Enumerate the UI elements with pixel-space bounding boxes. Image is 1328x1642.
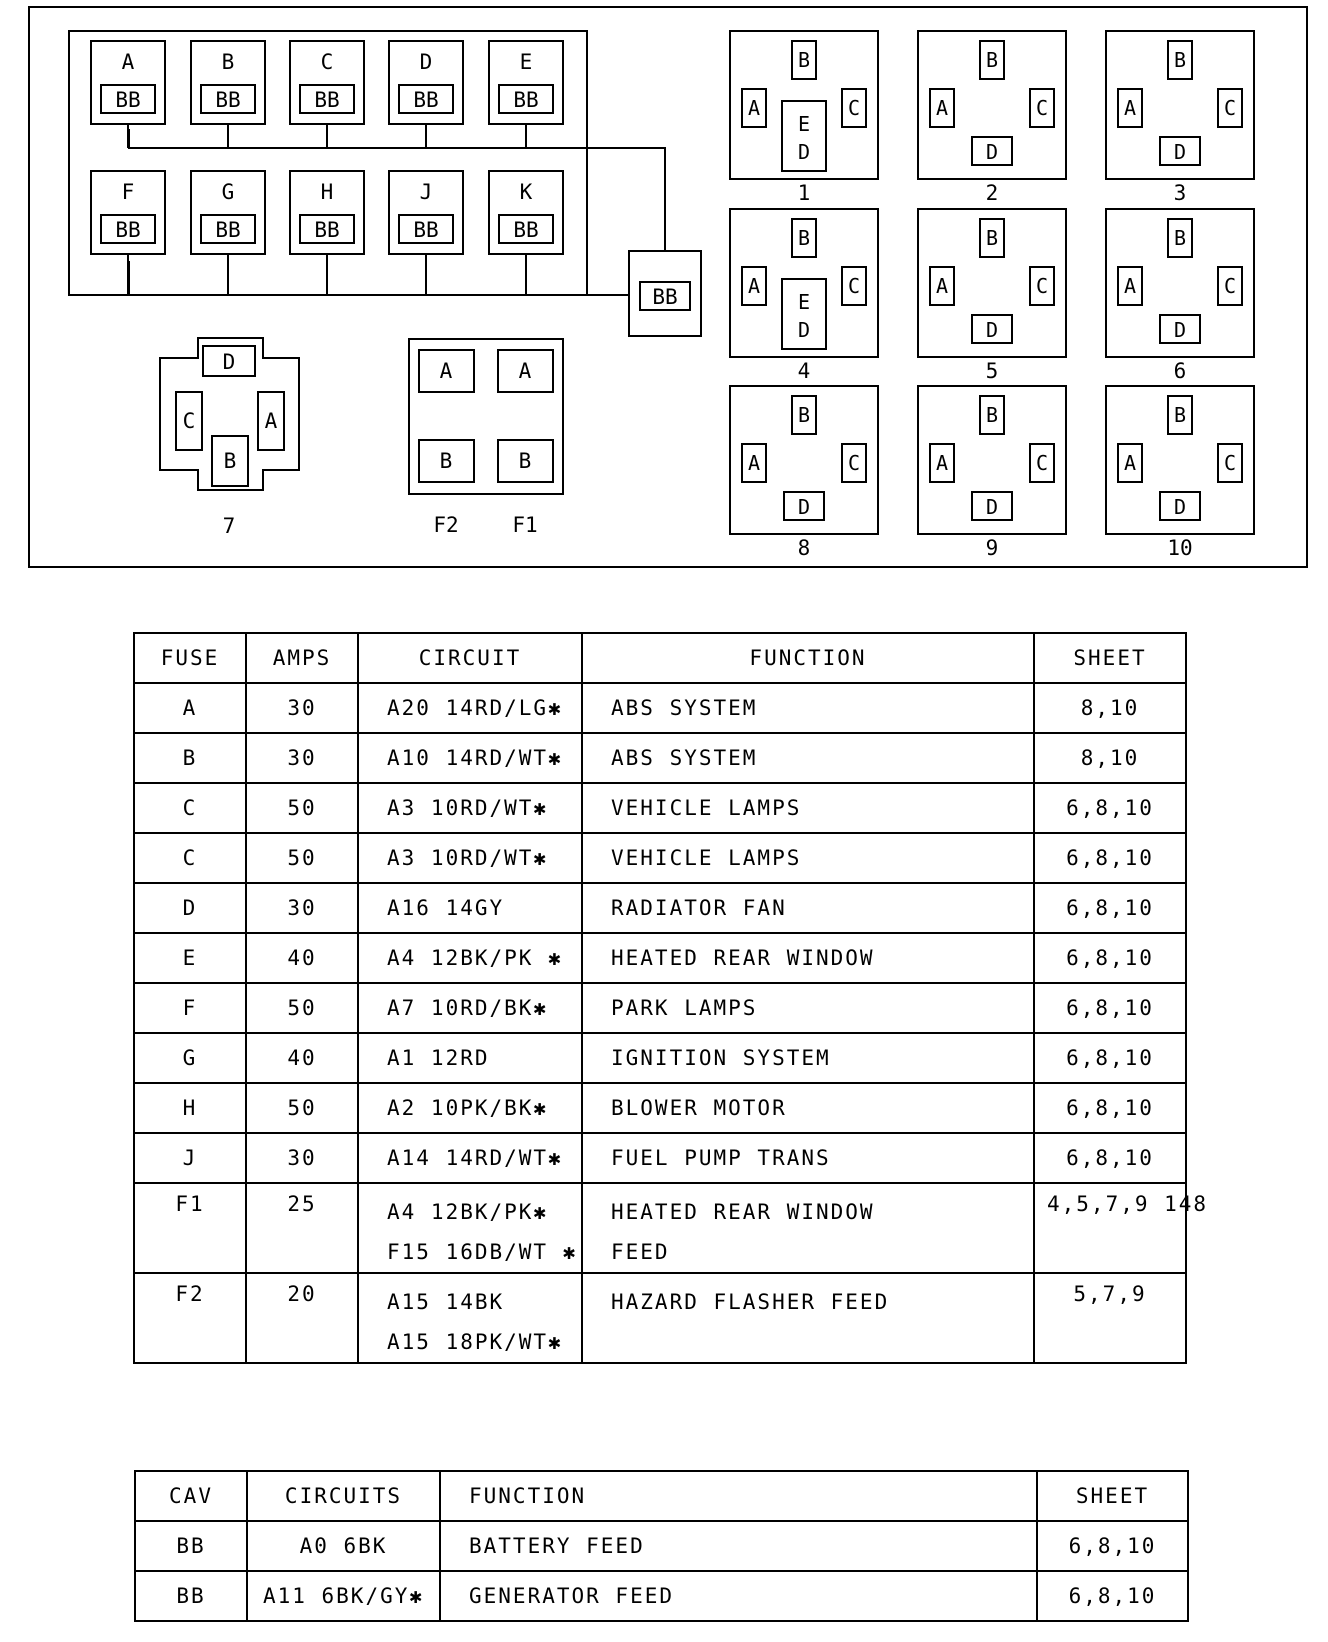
cav-cell: BB <box>135 1571 247 1621</box>
fuse-cavity-label: BB <box>314 218 340 242</box>
circuit-line: A4 12BK/PK✱ <box>387 1200 549 1224</box>
amps-cell: 30 <box>246 1133 358 1183</box>
fuse-cavity-label: BB <box>115 88 141 112</box>
amps-cell: 30 <box>246 883 358 933</box>
function-line: IGNITION SYSTEM <box>611 1046 831 1070</box>
header-cav: CAV <box>135 1471 247 1521</box>
relay-diagram <box>918 386 1066 560</box>
function-line: VEHICLE LAMPS <box>611 796 802 820</box>
table-row <box>134 1033 1186 1083</box>
function-line: ABS SYSTEM <box>611 746 758 770</box>
relay-pin-e: E <box>797 290 811 314</box>
relay-label: 8 <box>797 536 811 560</box>
fuse-cell <box>389 41 463 124</box>
circuit-line: A10 14RD/WT✱ <box>387 746 563 770</box>
relay-pin-d: D <box>1173 495 1187 519</box>
relay-diagram <box>918 31 1066 205</box>
fuse-letter: D <box>419 50 433 74</box>
fuse-cavity-label: BB <box>215 218 241 242</box>
header-cav-sheet: SHEET <box>1037 1471 1188 1521</box>
relay-diagram <box>1106 386 1254 560</box>
fuse-cell <box>91 171 165 254</box>
fuse-cell: D <box>134 883 246 933</box>
fuse-cell <box>290 171 364 254</box>
table-row <box>134 683 1186 733</box>
relay-pin-a: A <box>747 96 761 120</box>
relay-diagram <box>730 31 878 205</box>
relay-diagram <box>1106 209 1254 383</box>
function-line: BLOWER MOTOR <box>611 1096 787 1120</box>
relay-pin-b: B <box>797 48 811 72</box>
circuit-cell <box>358 783 582 833</box>
function-cell <box>582 1183 1034 1273</box>
table-row <box>135 1521 1188 1571</box>
circuits-cell: A0 6BK <box>247 1521 440 1571</box>
function-line: HEATED REAR WINDOW <box>611 1200 875 1224</box>
table-row <box>134 833 1186 883</box>
relay-pin-c: C <box>1223 96 1237 120</box>
sheet-cell: 8,10 <box>1034 733 1186 783</box>
relay-pin-c: C <box>847 451 861 475</box>
fuse-cell: B <box>134 733 246 783</box>
connector-7-pin-d: D <box>222 350 236 374</box>
relay-pin-d: D <box>1173 318 1187 342</box>
fuse-cell: E <box>134 933 246 983</box>
relay-pin-a: A <box>935 451 949 475</box>
table-row <box>134 1133 1186 1183</box>
circuit-cell <box>358 683 582 733</box>
table-row <box>134 883 1186 933</box>
relay-pin-c: C <box>1035 274 1049 298</box>
relay-pin-b: B <box>985 226 999 250</box>
fuse-cell <box>91 41 165 124</box>
relay-pin-b: B <box>985 48 999 72</box>
cav-table-header <box>135 1471 1188 1521</box>
function-cell: GENERATOR FEED <box>440 1571 1037 1621</box>
circuit-line: A15 14BK <box>387 1290 505 1314</box>
header-circuit: CIRCUIT <box>358 633 582 683</box>
fuse-holder-label-f1: F1 <box>512 513 538 537</box>
table-row <box>134 933 1186 983</box>
sheet-cell: 8,10 <box>1034 683 1186 733</box>
fuse-letter: E <box>519 50 533 74</box>
relay-pin-c: C <box>1035 451 1049 475</box>
relay-pin-b: B <box>797 403 811 427</box>
function-line: HEATED REAR WINDOW <box>611 946 875 970</box>
connector-7-pin-b: B <box>223 449 237 473</box>
circuit-cell <box>358 933 582 983</box>
fuse-cell <box>489 171 563 254</box>
header-function: FUNCTION <box>582 633 1034 683</box>
circuit-cell <box>358 1133 582 1183</box>
relay-pin-d: D <box>797 495 811 519</box>
relay-label: 9 <box>985 536 999 560</box>
fuse-letter: B <box>221 50 235 74</box>
fuse-cell <box>489 41 563 124</box>
relay-label: 3 <box>1173 181 1187 205</box>
fuse-letter: A <box>121 50 135 74</box>
function-line: HAZARD FLASHER FEED <box>611 1290 890 1314</box>
function-cell <box>582 883 1034 933</box>
table-row <box>134 733 1186 783</box>
circuit-line: A15 18PK/WT✱ <box>387 1330 563 1354</box>
amps-cell: 20 <box>246 1273 358 1363</box>
circuit-cell <box>358 833 582 883</box>
function-cell <box>582 733 1034 783</box>
function-line: PARK LAMPS <box>611 996 758 1020</box>
circuit-line: F15 16DB/WT ✱ <box>387 1240 578 1264</box>
amps-cell: 50 <box>246 983 358 1033</box>
circuit-cell <box>358 1183 582 1273</box>
fuse-cell: G <box>134 1033 246 1083</box>
fuse-cell: F2 <box>134 1273 246 1363</box>
fuse-cell: C <box>134 833 246 883</box>
relay-pin-d: D <box>985 140 999 164</box>
header-amps: AMPS <box>246 633 358 683</box>
relay-pin-d: D <box>985 318 999 342</box>
fuse-cavity-label: BB <box>413 218 439 242</box>
table-row <box>134 1183 1186 1273</box>
function-cell <box>582 1033 1034 1083</box>
relay-pin-d: D <box>797 318 811 342</box>
relay-pin-b: B <box>1173 403 1187 427</box>
sheet-cell: 6,8,10 <box>1037 1521 1188 1571</box>
fuse-cavity-label: BB <box>215 88 241 112</box>
amps-cell: 40 <box>246 1033 358 1083</box>
header-sheet: SHEET <box>1034 633 1186 683</box>
fuse-cell: J <box>134 1133 246 1183</box>
function-cell <box>582 683 1034 733</box>
sheet-cell: 6,8,10 <box>1034 783 1186 833</box>
relay-label: 5 <box>985 359 999 383</box>
relay-pin-c: C <box>1223 274 1237 298</box>
function-cell: BATTERY FEED <box>440 1521 1037 1571</box>
relay-pin-b: B <box>1173 48 1187 72</box>
header-circuits: CIRCUITS <box>247 1471 440 1521</box>
fuse-cavity-label: BB <box>413 88 439 112</box>
relay-pin-d: D <box>1173 140 1187 164</box>
header-fuse: FUSE <box>134 633 246 683</box>
relay-diagram <box>730 209 878 383</box>
relay-pin-e: E <box>797 112 811 136</box>
function-cell <box>582 1133 1034 1183</box>
relay-pin-a: A <box>1123 96 1137 120</box>
table-row <box>134 1083 1186 1133</box>
relay-pin-d: D <box>797 140 811 164</box>
relay-label: 6 <box>1173 359 1187 383</box>
fuse-holder-f1-bottom: B <box>518 449 532 473</box>
function-cell <box>582 933 1034 983</box>
fuse-holder-f1-top: A <box>518 359 532 383</box>
relay-pin-a: A <box>747 451 761 475</box>
amps-cell: 50 <box>246 833 358 883</box>
fuse-holder-f2-top: A <box>439 359 453 383</box>
amps-cell: 25 <box>246 1183 358 1273</box>
fuse-table-header <box>134 633 1186 683</box>
function-line: VEHICLE LAMPS <box>611 846 802 870</box>
relay-pin-a: A <box>1123 451 1137 475</box>
relay-pin-c: C <box>1035 96 1049 120</box>
circuit-cell <box>358 1033 582 1083</box>
circuit-line: A4 12BK/PK ✱ <box>387 946 563 970</box>
fuse-cavity-label: BB <box>513 218 539 242</box>
function-cell <box>582 983 1034 1033</box>
circuit-line: A3 10RD/WT✱ <box>387 796 549 820</box>
circuit-line: A7 10RD/BK✱ <box>387 996 549 1020</box>
fuse-cell <box>191 41 265 124</box>
fuse-cell: C <box>134 783 246 833</box>
fuse-cell: A <box>134 683 246 733</box>
circuit-cell <box>358 1273 582 1363</box>
fuse-letter: K <box>519 180 533 204</box>
connector-7-label: 7 <box>222 514 236 538</box>
circuit-cell <box>358 983 582 1033</box>
function-line: RADIATOR FAN <box>611 896 787 920</box>
function-cell <box>582 783 1034 833</box>
header-cav-function: FUNCTION <box>440 1471 1037 1521</box>
fuse-cell <box>191 171 265 254</box>
table-row <box>134 783 1186 833</box>
relay-pin-b: B <box>797 226 811 250</box>
relay-pin-c: C <box>847 274 861 298</box>
circuit-line: A14 14RD/WT✱ <box>387 1146 563 1170</box>
relay-pin-b: B <box>1173 226 1187 250</box>
fuse-holder-f2-bottom: B <box>439 449 453 473</box>
sheet-cell: 4,5,7,9 148 <box>1034 1183 1186 1273</box>
fuse-block-diagram <box>0 0 1328 580</box>
amps-cell: 50 <box>246 783 358 833</box>
amps-cell: 40 <box>246 933 358 983</box>
sheet-cell: 6,8,10 <box>1034 933 1186 983</box>
fuse-holder <box>409 339 563 494</box>
relay-pin-c: C <box>847 96 861 120</box>
amps-cell: 30 <box>246 683 358 733</box>
connector-7-pin-c: C <box>182 409 196 433</box>
sheet-cell: 6,8,10 <box>1034 1083 1186 1133</box>
circuit-cell <box>358 883 582 933</box>
relay-label: 1 <box>797 181 811 205</box>
fuse-cell <box>290 41 364 124</box>
circuit-cell <box>358 1083 582 1133</box>
fuse-cavity-label: BB <box>513 88 539 112</box>
sheet-cell: 6,8,10 <box>1034 833 1186 883</box>
cav-table <box>134 1470 1189 1622</box>
fuse-cavity-label: BB <box>115 218 141 242</box>
fuse-cell: F1 <box>134 1183 246 1273</box>
fuse-letter: J <box>419 180 433 204</box>
fuse-holder-label-f2: F2 <box>433 513 459 537</box>
relay-pin-c: C <box>1223 451 1237 475</box>
sheet-cell: 6,8,10 <box>1034 1133 1186 1183</box>
relay-pin-a: A <box>935 274 949 298</box>
fuse-cell <box>389 171 463 254</box>
fuse-cell: H <box>134 1083 246 1133</box>
function-cell <box>582 833 1034 883</box>
fuse-letter: H <box>320 180 334 204</box>
table-row <box>134 983 1186 1033</box>
sheet-cell: 6,8,10 <box>1034 983 1186 1033</box>
relay-diagram <box>918 209 1066 383</box>
function-line: ABS SYSTEM <box>611 696 758 720</box>
sheet-cell: 6,8,10 <box>1034 1033 1186 1083</box>
circuit-line: A1 12RD <box>387 1046 490 1070</box>
fuse-cell: F <box>134 983 246 1033</box>
circuit-cell <box>358 733 582 783</box>
circuits-cell: A11 6BK/GY✱ <box>247 1571 440 1621</box>
relay-pin-a: A <box>1123 274 1137 298</box>
relay-label: 10 <box>1167 536 1193 560</box>
relay-pin-b: B <box>985 403 999 427</box>
function-line: FEED <box>611 1240 670 1264</box>
table-row <box>134 1273 1186 1363</box>
amps-cell: 50 <box>246 1083 358 1133</box>
cav-cell: BB <box>135 1521 247 1571</box>
relay-diagram <box>730 386 878 560</box>
fuse-table <box>133 632 1209 1364</box>
bus-terminal-label: BB <box>652 285 678 309</box>
function-line: FUEL PUMP TRANS <box>611 1146 831 1170</box>
sheet-cell: 6,8,10 <box>1034 883 1186 933</box>
sheet-cell: 6,8,10 <box>1037 1571 1188 1621</box>
relay-label: 4 <box>797 359 811 383</box>
circuit-line: A20 14RD/LG✱ <box>387 696 563 720</box>
relay-pin-a: A <box>747 274 761 298</box>
fuse-cavity-label: BB <box>314 88 340 112</box>
relay-diagram <box>1106 31 1254 205</box>
table-row <box>135 1571 1188 1621</box>
relay-pin-d: D <box>985 495 999 519</box>
circuit-line: A2 10PK/BK✱ <box>387 1096 549 1120</box>
amps-cell: 30 <box>246 733 358 783</box>
fuse-letter: G <box>221 180 235 204</box>
circuit-line: A3 10RD/WT✱ <box>387 846 549 870</box>
fuse-letter: C <box>320 50 334 74</box>
function-cell <box>582 1083 1034 1133</box>
relay-pin-a: A <box>935 96 949 120</box>
circuit-line: A16 14GY <box>387 896 505 920</box>
relay-label: 2 <box>985 181 999 205</box>
fuse-letter: F <box>121 180 135 204</box>
connector-7-pin-a: A <box>264 409 278 433</box>
function-cell <box>582 1273 1034 1363</box>
sheet-cell: 5,7,9 <box>1034 1273 1186 1363</box>
